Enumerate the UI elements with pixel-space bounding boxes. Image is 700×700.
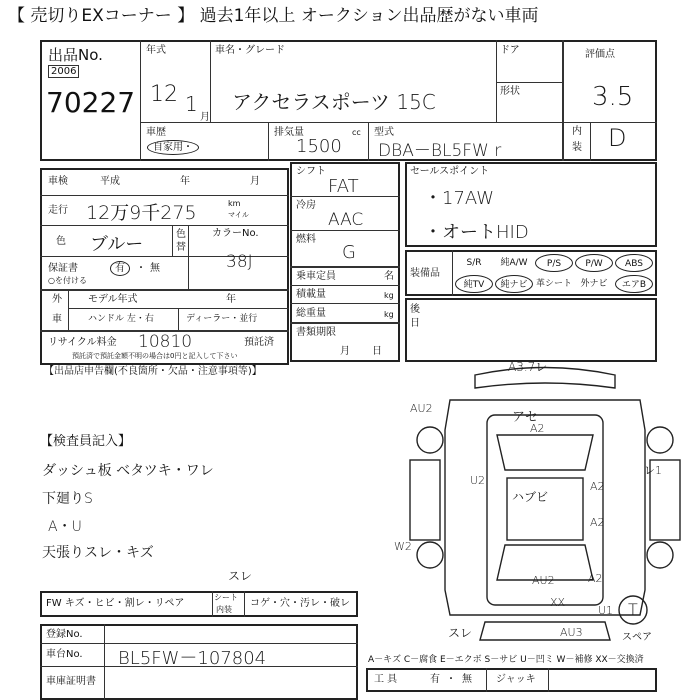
shaken-label: 車検 (48, 176, 68, 187)
month-unit: 月 (200, 112, 210, 123)
sales-label: セールスポイント (410, 166, 490, 177)
swap-2: 替 (176, 242, 186, 253)
dmg-a2b: A2 (588, 572, 603, 585)
dmg-sure-top: スレ (228, 569, 253, 583)
fuel-value: G (342, 242, 356, 263)
dmg-a3: A3.7レ (508, 360, 548, 374)
interior-label-2: 装 (572, 142, 582, 153)
warranty-no: 無 (150, 263, 160, 274)
disp-label: 排気量 (274, 127, 304, 138)
fw-right: コゲ・穴・汚レ・破レ (250, 598, 350, 609)
handle-label: ハンドル 左・右 (88, 314, 154, 324)
recycle-label: リサイクル料金 (48, 337, 117, 348)
shape-label: 形状 (500, 86, 520, 97)
weight-label: 総重量 (296, 308, 326, 319)
year-value: 12 (150, 82, 178, 107)
ac-value: AAC (328, 210, 364, 230)
docs-day: 日 (372, 346, 382, 357)
dmg-u2: U2 (470, 474, 486, 487)
dealer-label: ディーラー・並行 (186, 314, 258, 324)
dmg-a2r2: A2 (590, 516, 605, 529)
warranty-yes: 有 (110, 261, 130, 276)
dmg-rsure: スレ (448, 626, 473, 640)
rating-value: 3.5 (592, 82, 634, 112)
colorno-label: カラーNo. (212, 228, 259, 239)
dmg-spare: スペア (622, 632, 652, 643)
listing-number: 70227 (46, 86, 136, 119)
fw-seat-1: シート (214, 593, 238, 602)
rating-label: 評価点 (585, 49, 615, 60)
shift-label: シフト (296, 166, 326, 177)
cap-label: 乗車定員 (296, 271, 336, 282)
shaken-era: 平成 (100, 176, 120, 187)
month-value: 1 (185, 92, 198, 116)
color-label: 色 (56, 236, 66, 247)
equip-ps: P/S (535, 254, 573, 272)
tools-label: 工 具 (374, 674, 398, 685)
fuel-label: 燃料 (296, 234, 316, 245)
equip-sr: S/R (466, 258, 482, 268)
damage-legend: A－キズ C－腐食 E－エクボ S－サビ U－凹ミ W－補修 XX－交換済 (368, 655, 644, 665)
banner: 【 売切りEXコーナー 】 過去1年以上 オークション出品歴がない車両 (8, 6, 539, 26)
recycle-value: 10810 (138, 332, 193, 352)
dmg-u1: U1 (598, 604, 614, 617)
warranty-label: 保証書 (48, 263, 78, 274)
chassis-value: BL5FW－107804 (118, 648, 267, 669)
dmg-xx: XX (550, 596, 566, 609)
dmg-w2: W2 (394, 540, 412, 553)
recycle-deposit: 預託済 (244, 337, 274, 348)
equip-ext-navi: 外ナビ (580, 279, 608, 289)
docs-unit: 月 (340, 346, 350, 357)
equip-navi: 純ナビ (495, 275, 533, 293)
dmg-t: T (628, 600, 638, 619)
mileage-value: 12万9千275 (86, 202, 197, 224)
docs-label: 書類期限 (296, 327, 336, 338)
recycle-note: 預託済で預託金額不明の場合は0円と記入して下さい (72, 352, 238, 360)
jack-label: ジャッキ (496, 674, 536, 685)
name-label: 車名・グレード (215, 45, 285, 56)
sales-line-1: ・17AW (424, 188, 495, 209)
reg-label: 登録No. (46, 629, 83, 640)
warranty-note: ○を付ける (48, 276, 87, 285)
warranty-sep: ・ (136, 263, 146, 274)
dmg-a2top: A2 (530, 422, 545, 435)
dmg-aw2: AU2 (410, 402, 433, 415)
inspector-line-2: 下廻りS (42, 491, 93, 507)
inspector-line-1: ダッシュ板 ベタツキ・ワレ (42, 463, 214, 479)
use-label: 車歴 (146, 127, 166, 138)
weight-unit: kg (384, 310, 394, 319)
km-unit: km (228, 199, 241, 208)
equip-aw: 純A/W (500, 258, 528, 268)
name-value: アクセラスポーツ 15C (232, 90, 436, 114)
equip-tv: 純TV (455, 275, 493, 293)
type-label: 型式 (374, 127, 394, 138)
door-label: ドア (500, 45, 520, 56)
inspector-line-3: A・U (48, 519, 82, 535)
model-year-label: モデル年式 (88, 294, 138, 305)
shift-value: FAT (328, 176, 359, 197)
equip-airbag: エアB (615, 275, 653, 293)
color-value: ブルー (90, 234, 144, 255)
declare-label: 【出品店申告欄(不良箇所・欠品・注意事項等)】 (44, 366, 262, 377)
load-unit: kg (384, 291, 394, 300)
extra-label-2: 日 (410, 318, 420, 329)
extra-frame (405, 298, 657, 362)
disp-value: 1500 (296, 136, 342, 157)
tools-sep: ・ (446, 674, 456, 685)
sales-line-2: ・オートHID (424, 222, 529, 243)
dmg-ase: アセ (512, 410, 538, 425)
listing-year-tag: 2006 (48, 65, 79, 78)
equip-leather: 革シート (535, 279, 572, 289)
dmg-l1: レ1 (644, 464, 662, 477)
mile-unit: マイル (228, 211, 249, 219)
tools-yes: 有 (430, 674, 440, 685)
chassis-label: 車台No. (46, 649, 83, 660)
extra-label-1: 後 (410, 304, 420, 315)
dmg-bakubi: ハブビ (512, 490, 549, 504)
import-label-2: 車 (52, 314, 62, 325)
load-label: 積載量 (296, 289, 326, 300)
fw-label: FW キズ・ヒビ・割レ・リペア (46, 598, 185, 609)
dmg-au2b: AU2 (532, 574, 555, 587)
model-year-unit: 年 (226, 294, 236, 305)
cap-unit: 名 (384, 271, 394, 282)
listing-label: 出品No. (48, 46, 103, 64)
equip-abs: ABS (615, 254, 653, 272)
equipment-label: 装備品 (410, 268, 440, 279)
disp-unit: cc (352, 128, 361, 137)
inspector-line-4: 天張りスレ・キズ (42, 545, 154, 561)
swap-1: 色 (176, 229, 186, 240)
dmg-au3: AU3 (560, 626, 583, 639)
import-label-1: 外 (52, 294, 62, 305)
mileage-label: 走行 (48, 205, 68, 216)
colorno-value: 38J (226, 252, 253, 272)
dmg-a2r: A2 (590, 480, 605, 493)
type-value: DBA－BL5FW r (378, 141, 502, 161)
interior-value: D (608, 124, 627, 152)
fw-seat-2: 内装 (216, 605, 232, 614)
cert-label: 車庫証明書 (46, 676, 96, 687)
equip-pw: P/W (575, 254, 613, 272)
use-value: 自家用・ (147, 140, 199, 155)
tools-no: 無 (462, 674, 472, 685)
year-label: 年式 (146, 45, 166, 56)
ac-label: 冷房 (296, 200, 316, 211)
interior-label-1: 内 (572, 126, 582, 137)
shaken-year: 年 (180, 176, 190, 187)
shaken-month: 月 (250, 176, 260, 187)
inspector-label: 【検査員記入】 (40, 434, 132, 449)
